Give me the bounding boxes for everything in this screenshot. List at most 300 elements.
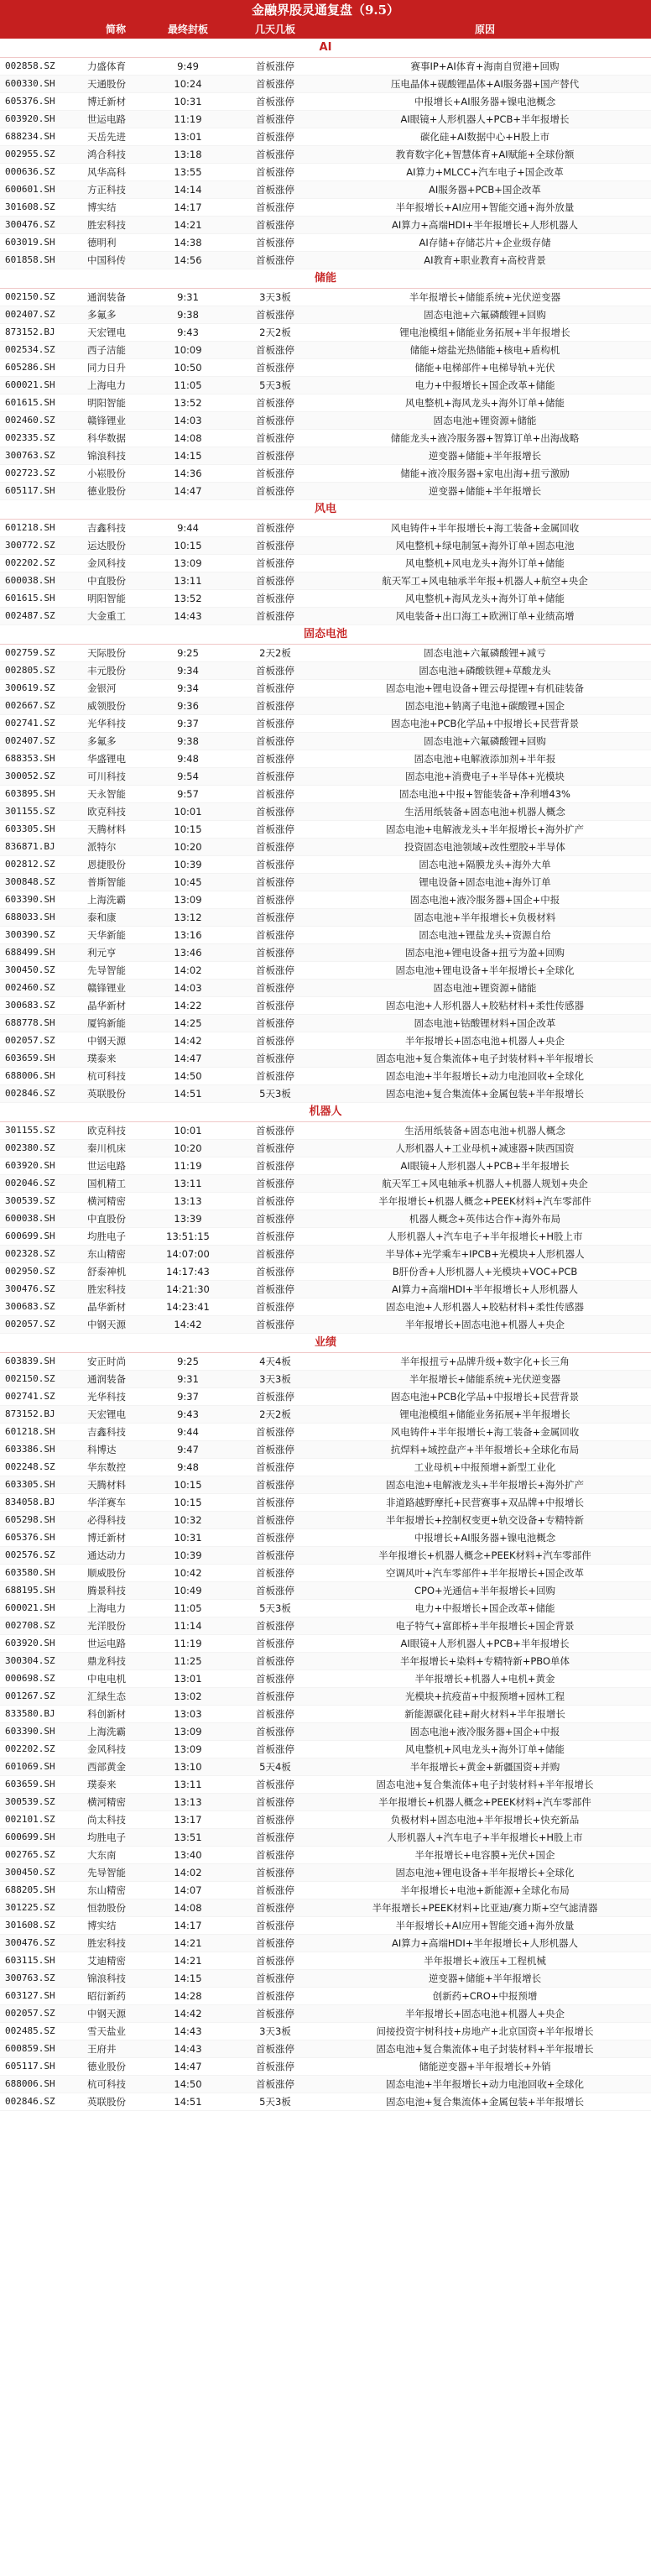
final-seal-time: 13:11 — [174, 575, 202, 587]
section — [0, 1103, 651, 1334]
stock-code: 002950.SZ — [5, 1266, 55, 1277]
board-count: 首板涨停 — [256, 450, 294, 462]
stock-code: 605117.SH — [5, 2061, 55, 2072]
stock-code: 300763.SZ — [5, 450, 55, 461]
board-count: 首板涨停 — [256, 1195, 294, 1207]
table-row — [0, 1353, 651, 1371]
final-seal-time: 10:01 — [174, 806, 202, 818]
stock-code: 601069.SH — [5, 1761, 55, 1772]
board-count: 首板涨停 — [256, 735, 294, 747]
final-seal-time: 10:45 — [174, 876, 202, 888]
stock-code: 688778.SH — [5, 1017, 55, 1028]
stock-name: 天腾材料 — [87, 1479, 126, 1491]
final-seal-time: 14:02 — [174, 1867, 202, 1878]
final-seal-time: 14:21:30 — [166, 1283, 210, 1295]
stock-code: 688353.SH — [5, 753, 55, 764]
final-seal-time: 9:49 — [177, 60, 199, 72]
limit-up-reason: 固态电池+六氟磷酸锂+回购 — [424, 309, 546, 321]
header-time: 最终封板 — [167, 24, 208, 35]
header-reason: 原因 — [474, 24, 495, 35]
board-count: 首板涨停 — [256, 1053, 294, 1064]
final-seal-time: 13:03 — [174, 1708, 202, 1720]
stock-code: 605298.SH — [5, 1514, 55, 1525]
limit-up-reason: 锂电池模组+储能业务拓展+半年报增长 — [399, 327, 570, 338]
final-seal-time: 14:38 — [174, 237, 202, 248]
final-seal-time: 14:56 — [174, 254, 202, 266]
section-rows — [0, 1353, 651, 2111]
board-count: 3天3板 — [259, 1373, 291, 1385]
section-rows — [0, 520, 651, 625]
limit-up-reason: AI眼镜+人形机器人+PCB+半年报增长 — [400, 1160, 570, 1172]
stock-name: 赣锋锂业 — [87, 415, 126, 426]
limit-up-reason: 抗焊料+域控盘产+半年报增长+全球化布局 — [390, 1444, 580, 1455]
stock-name: 世运电路 — [87, 113, 126, 125]
board-count: 5天3板 — [259, 2096, 291, 2108]
table-row — [0, 1565, 651, 1582]
board-count: 首板涨停 — [256, 1655, 294, 1667]
board-count: 首板涨停 — [256, 1178, 294, 1189]
final-seal-time: 13:52 — [174, 397, 202, 409]
limit-up-reason: AI服务器+PCB+国企改革 — [429, 184, 541, 196]
limit-up-reason: 半年报增长+储能系统+光伏逆变器 — [409, 1373, 561, 1385]
stock-code: 603920.SH — [5, 113, 55, 124]
stock-code: 603659.SH — [5, 1779, 55, 1790]
board-count: 首板涨停 — [256, 1690, 294, 1702]
table-row — [0, 1085, 651, 1103]
final-seal-time: 14:22 — [174, 1000, 202, 1011]
final-seal-time: 13:16 — [174, 929, 202, 941]
stock-name: 杭可科技 — [87, 1070, 126, 1082]
board-count: 首板涨停 — [256, 540, 294, 551]
final-seal-time: 14:51 — [174, 2096, 202, 2108]
table-row — [0, 997, 651, 1015]
limit-up-reason: 固态电池+复合集流体+金属包装+半年报增长 — [386, 1088, 584, 1100]
stock-code: 605376.SH — [5, 96, 55, 107]
board-count: 首板涨停 — [256, 237, 294, 248]
section — [0, 625, 651, 1103]
stock-code: 300683.SZ — [5, 1301, 55, 1312]
stock-name: 运达股份 — [87, 540, 126, 551]
limit-up-reason: 固态电池+隔膜龙头+海外大单 — [419, 859, 551, 870]
board-count: 首板涨停 — [256, 362, 294, 374]
stock-code: 603305.SH — [5, 1479, 55, 1490]
limit-up-reason: 半年报增长+AI应用+智能交通+海外放量 — [395, 1920, 575, 1931]
board-count: 首板涨停 — [256, 912, 294, 923]
stock-name: 德明利 — [87, 237, 117, 248]
stock-code: 601615.SH — [5, 397, 55, 408]
table-row — [0, 2076, 651, 2093]
stock-code: 002708.SZ — [5, 1620, 55, 1631]
table-row — [0, 128, 651, 146]
limit-up-reason: 半年报增长+固态电池+机器人+央企 — [405, 1319, 565, 1330]
board-count: 3天3板 — [259, 2025, 291, 2037]
limit-up-reason: AI眼镜+人形机器人+PCB+半年报增长 — [400, 1638, 570, 1649]
limit-up-reason: AI存储+存储芯片+企业级存储 — [419, 237, 551, 248]
section — [0, 39, 651, 269]
limit-up-reason: 中报增长+AI服务器+镍电池概念 — [414, 1532, 556, 1544]
stock-code: 688033.SH — [5, 912, 55, 922]
board-count: 5天3板 — [259, 1602, 291, 1614]
final-seal-time: 14:43 — [174, 2025, 202, 2037]
table-row — [0, 1210, 651, 1228]
final-seal-time: 10:42 — [174, 1567, 202, 1579]
table-row — [0, 306, 651, 324]
stock-name: 威领股份 — [87, 700, 126, 712]
limit-up-reason: 固态电池+复合集流体+电子封装材料+半年报增长 — [376, 1779, 594, 1790]
final-seal-time: 11:25 — [174, 1655, 202, 1667]
stock-name: 厦钨新能 — [87, 1017, 126, 1029]
stock-name: 可川科技 — [87, 771, 126, 782]
board-count: 首板涨停 — [256, 149, 294, 160]
stock-name: 西子洁能 — [87, 344, 126, 356]
stock-name: 先导智能 — [87, 964, 126, 976]
final-seal-time: 13:55 — [174, 166, 202, 178]
stock-name: 胜宏科技 — [87, 219, 126, 231]
table-row — [0, 1122, 651, 1140]
final-seal-time: 10:09 — [174, 344, 202, 356]
table-row — [0, 359, 651, 377]
stock-code: 688006.SH — [5, 1070, 55, 1081]
final-seal-time: 14:23:41 — [166, 1301, 210, 1313]
limit-up-reason: 赛事IP+AI体育+海南自贸港+回购 — [410, 60, 560, 72]
stock-code: 600021.SH — [5, 379, 55, 390]
stock-name: 天宏锂电 — [87, 327, 126, 338]
stock-code: 002407.SZ — [5, 309, 55, 320]
stock-name: 泰和康 — [87, 912, 117, 923]
final-seal-time: 9:57 — [177, 788, 199, 800]
stock-name: 恒勃股份 — [87, 1902, 126, 1914]
stock-name: 吉鑫科技 — [87, 522, 126, 534]
board-count: 5天3板 — [259, 379, 291, 391]
board-count: 2天2板 — [259, 1408, 291, 1420]
stock-name: 明阳智能 — [87, 593, 126, 604]
stock-code: 301225.SZ — [5, 1902, 55, 1913]
limit-up-reason: 固态电池+锂资源+储能 — [433, 415, 537, 426]
limit-up-reason: 固态电池+磷酸铁锂+草酸龙头 — [419, 665, 551, 677]
limit-up-reason: 半年报增长+AI应用+智能交通+海外放量 — [395, 201, 575, 213]
stock-name: 天宏锂电 — [87, 1408, 126, 1420]
final-seal-time: 13:17 — [174, 1814, 202, 1826]
board-count: 首板涨停 — [256, 166, 294, 178]
table-row — [0, 1512, 651, 1529]
table-row — [0, 199, 651, 217]
table-row — [0, 768, 651, 786]
table-row — [0, 1371, 651, 1388]
stock-code: 002335.SZ — [5, 432, 55, 443]
board-count: 首板涨停 — [256, 309, 294, 321]
board-count: 首板涨停 — [256, 682, 294, 694]
board-count: 5天4板 — [259, 1761, 291, 1773]
limit-up-reason: 半年报增长+储能系统+光伏逆变器 — [409, 291, 561, 303]
stock-name: 欧克科技 — [87, 806, 126, 818]
limit-up-reason: 固态电池+锂盐龙头+资源自给 — [419, 929, 551, 941]
stock-code: 600038.SH — [5, 575, 55, 586]
table-row — [0, 1899, 651, 1917]
final-seal-time: 14:17 — [174, 201, 202, 213]
final-seal-time: 14:21 — [174, 219, 202, 231]
stock-name: 科博达 — [87, 1444, 117, 1455]
board-count: 首板涨停 — [256, 1000, 294, 1011]
stock-code: 002487.SZ — [5, 610, 55, 621]
final-seal-time: 13:11 — [174, 1779, 202, 1790]
stock-name: 世运电路 — [87, 1160, 126, 1172]
stock-name: 大金重工 — [87, 610, 126, 622]
table-row — [0, 1741, 651, 1758]
final-seal-time: 9:38 — [177, 309, 199, 321]
section-rows — [0, 58, 651, 269]
board-count: 3天3板 — [259, 291, 291, 303]
stock-name: 世运电路 — [87, 1638, 126, 1649]
stock-name: 吉鑫科技 — [87, 1426, 126, 1438]
board-count: 首板涨停 — [256, 929, 294, 941]
table-row — [0, 1281, 651, 1298]
board-count: 首板涨停 — [256, 718, 294, 729]
limit-up-reason: 储能+熔盐光热储能+核电+盾构机 — [409, 344, 560, 356]
stock-code: 603127.SH — [5, 1990, 55, 2001]
board-count: 首板涨停 — [256, 254, 294, 266]
final-seal-time: 13:01 — [174, 131, 202, 143]
limit-up-reason: 固态电池+锂电设备+半年报增长+全球化 — [395, 964, 575, 976]
board-count: 首板涨停 — [256, 894, 294, 906]
stock-code: 688195.SH — [5, 1585, 55, 1596]
table-row — [0, 927, 651, 944]
stock-code: 873152.BJ — [5, 327, 55, 337]
table-row — [0, 1653, 651, 1670]
table-row — [0, 980, 651, 997]
table-row — [0, 1476, 651, 1494]
table-row — [0, 234, 651, 252]
final-seal-time: 14:36 — [174, 468, 202, 479]
board-count: 首板涨停 — [256, 1035, 294, 1047]
limit-up-reason: 固态电池+六氟磷酸锂+减亏 — [424, 647, 546, 659]
board-count: 2天2板 — [259, 327, 291, 338]
final-seal-time: 13:10 — [174, 1761, 202, 1773]
stock-code: 300476.SZ — [5, 1283, 55, 1294]
limit-up-reason: 风电装备+出口海工+欧洲订单+业绩高增 — [395, 610, 575, 622]
stock-name: 博实结 — [87, 1920, 117, 1931]
stock-code: 002248.SZ — [5, 1461, 55, 1472]
table-row — [0, 1157, 651, 1175]
table-row — [0, 874, 651, 891]
limit-up-reason: 教育数字化+智慧体育+AI赋能+全球份额 — [395, 149, 575, 160]
limit-up-reason: 碳化硅+AI数据中心+H股上市 — [419, 131, 550, 143]
table-row — [0, 1935, 651, 1952]
final-seal-time: 14:03 — [174, 415, 202, 426]
limit-up-reason: AI算力+高端HDI+半年报增长+人形机器人 — [391, 1937, 579, 1949]
limit-up-reason: 压电晶体+砚酸锂晶体+AI服务器+国产替代 — [390, 78, 580, 90]
stock-name: 光华科技 — [87, 718, 126, 729]
final-seal-time: 14:47 — [174, 1053, 202, 1064]
table-row — [0, 608, 651, 625]
final-seal-time: 10:39 — [174, 859, 202, 870]
final-seal-time: 10:01 — [174, 1125, 202, 1136]
limit-up-reason: 工业母机+中报预增+新型工业化 — [414, 1461, 556, 1473]
board-count: 首板涨停 — [256, 982, 294, 994]
board-count: 首板涨停 — [256, 700, 294, 712]
table-row — [0, 1015, 651, 1032]
board-count: 4天4板 — [259, 1356, 291, 1367]
limit-up-reason: 光模块+抗疫苗+中报预增+园林工程 — [405, 1690, 565, 1702]
stock-name: 天岳先进 — [87, 131, 126, 143]
limit-up-reason: 创新药+CRO+中报预增 — [432, 1990, 538, 2002]
final-seal-time: 10:24 — [174, 78, 202, 90]
limit-up-reason: 固态电池+锂电设备+半年报增长+全球化 — [395, 1867, 575, 1878]
final-seal-time: 9:25 — [177, 1356, 199, 1367]
limit-up-reason: 风电铸件+半年报增长+海工装备+金属回收 — [390, 1426, 580, 1438]
stock-name: 博迁新材 — [87, 1532, 126, 1544]
final-seal-time: 9:31 — [177, 291, 199, 303]
table-row — [0, 1406, 651, 1424]
board-count: 首板涨停 — [256, 1990, 294, 2002]
stock-code: 601218.SH — [5, 1426, 55, 1437]
stock-code: 300450.SZ — [5, 964, 55, 975]
final-seal-time: 13:13 — [174, 1195, 202, 1207]
stock-name: 鼎龙科技 — [87, 1655, 126, 1667]
stock-code: 300683.SZ — [5, 1000, 55, 1011]
board-count: 首板涨停 — [256, 1514, 294, 1526]
stock-code: 601615.SH — [5, 593, 55, 604]
table-row — [0, 164, 651, 181]
table-row — [0, 465, 651, 483]
board-count: 首板涨停 — [256, 1461, 294, 1473]
board-count: 首板涨停 — [256, 841, 294, 853]
limit-up-reason: 固态电池+中报+智能装备+净利增43% — [399, 788, 570, 800]
stock-code: 002057.SZ — [5, 1035, 55, 1046]
table-row — [0, 1706, 651, 1723]
stock-name: 胜宏科技 — [87, 1937, 126, 1949]
limit-up-reason: 储能+电梯部件+电梯导轨+光伏 — [414, 362, 555, 374]
stock-name: 金风科技 — [87, 557, 126, 569]
stock-code: 834058.BJ — [5, 1497, 55, 1507]
final-seal-time: 10:49 — [174, 1585, 202, 1596]
table-row — [0, 1298, 651, 1316]
stock-name: 雪天盐业 — [87, 2025, 126, 2037]
limit-up-reason: 航天军工+风电轴承半年报+机器人+航空+央企 — [382, 575, 588, 587]
stock-code: 002202.SZ — [5, 557, 55, 568]
stock-code: 688234.SH — [5, 131, 55, 142]
limit-up-reason: 逆变器+储能+半年报增长 — [428, 1972, 542, 1984]
final-seal-time: 13:09 — [174, 1743, 202, 1755]
table-row — [0, 1068, 651, 1085]
limit-up-reason: 半导体+光学乘车+IPCB+光模块+人形机器人 — [385, 1248, 585, 1260]
stock-name: 同力日升 — [87, 362, 126, 374]
limit-up-reason: 固态电池+消费电子+半导体+光模块 — [405, 771, 565, 782]
limit-up-reason: CPO+光通信+半年报增长+回购 — [414, 1585, 555, 1596]
stock-name: 中直股份 — [87, 1213, 126, 1225]
stock-code: 002046.SZ — [5, 1178, 55, 1189]
stock-code: 001267.SZ — [5, 1690, 55, 1701]
stock-code: 002380.SZ — [5, 1142, 55, 1153]
section-rows — [0, 645, 651, 1103]
final-seal-time: 9:54 — [177, 771, 199, 782]
section-title: AI — [0, 39, 651, 58]
board-count: 首板涨停 — [256, 859, 294, 870]
limit-up-reason: 风电整机+海风龙头+海外订单+储能 — [405, 593, 565, 604]
final-seal-time: 14:51 — [174, 1088, 202, 1100]
final-seal-time: 10:32 — [174, 1514, 202, 1526]
stock-code: 301608.SZ — [5, 1920, 55, 1931]
board-count: 首板涨停 — [256, 201, 294, 213]
board-count: 首板涨停 — [256, 96, 294, 107]
limit-up-reason: AI算力+高端HDI+半年报增长+人形机器人 — [391, 1283, 579, 1295]
final-seal-time: 13:51 — [174, 1831, 202, 1843]
stock-code: 605286.SH — [5, 362, 55, 373]
final-seal-time: 13:18 — [174, 149, 202, 160]
table-row — [0, 1917, 651, 1935]
board-count: 2天2板 — [259, 647, 291, 659]
final-seal-time: 10:31 — [174, 96, 202, 107]
stock-code: 688006.SH — [5, 2078, 55, 2089]
final-seal-time: 14:25 — [174, 1017, 202, 1029]
final-seal-time: 9:47 — [177, 1444, 199, 1455]
header-board: 几天几板 — [254, 24, 295, 35]
board-count: 首板涨停 — [256, 1532, 294, 1544]
final-seal-time: 9:43 — [177, 327, 199, 338]
board-count: 首板涨停 — [256, 1831, 294, 1843]
final-seal-time: 14:21 — [174, 1937, 202, 1949]
board-count: 首板涨停 — [256, 823, 294, 835]
limit-up-reason: 生活用纸装备+固态电池+机器人概念 — [404, 1125, 565, 1136]
stock-name: 上海洗霸 — [87, 1726, 126, 1737]
board-count: 首板涨停 — [256, 1444, 294, 1455]
board-count: 首板涨停 — [256, 113, 294, 125]
board-count: 首板涨停 — [256, 2061, 294, 2072]
stock-code: 002460.SZ — [5, 415, 55, 426]
limit-up-reason: 半年报增长+机器人+电机+黄金 — [414, 1673, 555, 1685]
stock-code: 603019.SH — [5, 237, 55, 248]
stock-code: 601218.SH — [5, 522, 55, 533]
board-count: 首板涨停 — [256, 1497, 294, 1508]
stock-code: 300476.SZ — [5, 219, 55, 230]
final-seal-time: 14:03 — [174, 982, 202, 994]
stock-name: 胜宏科技 — [87, 1283, 126, 1295]
board-count: 首板涨停 — [256, 557, 294, 569]
table-row — [0, 1723, 651, 1741]
table-row — [0, 1388, 651, 1406]
board-count: 首板涨停 — [256, 1708, 294, 1720]
limit-up-reason: 半年报增长+电容膜+光伏+国企 — [414, 1849, 555, 1861]
table-row — [0, 803, 651, 821]
stock-code: 002846.SZ — [5, 1088, 55, 1099]
limit-up-reason: 非道路越野摩托+民营赛事+双品牌+中报增长 — [386, 1497, 584, 1508]
limit-up-reason: 储能龙头+液冷服务器+智算订单+出海战略 — [390, 432, 580, 444]
stock-name: 中钢天源 — [87, 2008, 126, 2020]
stock-name: 多氟多 — [87, 309, 117, 321]
stock-name: 尚太科技 — [87, 1814, 126, 1826]
stock-name: 小崧股份 — [87, 468, 126, 479]
stock-code: 873152.BJ — [5, 1408, 55, 1419]
board-count: 首板涨停 — [256, 788, 294, 800]
table-row — [0, 2023, 651, 2040]
limit-up-reason: 固态电池+人形机器人+胶粘材料+柔性传感器 — [386, 1000, 584, 1011]
final-seal-time: 14:42 — [174, 1035, 202, 1047]
limit-up-reason: 负极材料+固态电池+半年报增长+快充新品 — [390, 1814, 580, 1826]
stock-code: 600330.SH — [5, 78, 55, 89]
table-row — [0, 821, 651, 839]
stock-name: 方正科技 — [87, 184, 126, 196]
stock-name: 大东南 — [87, 1849, 117, 1861]
table-row — [0, 1882, 651, 1899]
board-count: 首板涨停 — [256, 1585, 294, 1596]
limit-up-reason: 固态电池+电解液龙头+半年报增长+海外扩产 — [386, 1479, 584, 1491]
stock-name: 恩捷股份 — [87, 859, 126, 870]
board-count: 首板涨停 — [256, 771, 294, 782]
limit-up-reason: 人形机器人+工业母机+减速器+陕西国资 — [395, 1142, 575, 1154]
table-row — [0, 1529, 651, 1547]
limit-up-reason: 固态电池+锂资源+储能 — [433, 982, 537, 994]
board-count: 首板涨停 — [256, 806, 294, 818]
stock-code: 002202.SZ — [5, 1743, 55, 1754]
